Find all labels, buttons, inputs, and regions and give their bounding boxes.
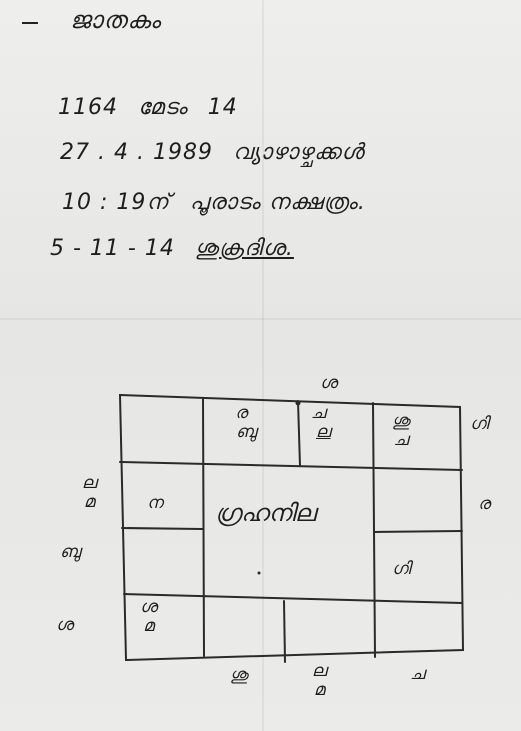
day: 14 (207, 95, 238, 120)
chart-dot-center (258, 572, 261, 575)
month: മേടം (138, 95, 188, 120)
chart-hline-1 (120, 462, 462, 470)
cell-row4-col1: ശ മ (140, 597, 158, 636)
weekday: വ്യാഴാഴ്ചക്കൾ (232, 140, 365, 165)
outside-right: ര (478, 494, 491, 514)
dasa-balance: 5 - 11 - 14 (50, 236, 175, 261)
chart-hline-2 (122, 528, 202, 529)
chart-vline-1 (203, 398, 204, 656)
chart-vline-2 (298, 401, 300, 466)
cell-row1-col4: ശു ച (392, 411, 410, 450)
outside-left-1: ല മ (82, 473, 97, 512)
chart-vline-3 (373, 403, 375, 657)
cell-row2-col1: ന (147, 493, 163, 513)
dasa-remark: ശുക്രദിശ. (194, 236, 294, 261)
outside-left-3: ശ (56, 615, 74, 635)
cell-row1-col3: ച ല (310, 403, 331, 442)
year: 1164 (58, 95, 118, 120)
chart-hline-3 (124, 594, 462, 603)
cell-row3-col4: ഗി (392, 559, 411, 579)
outside-top: ശ (320, 373, 338, 393)
chart-hline-2b (374, 531, 462, 532)
outside-bottom-2: ല മ (312, 661, 327, 700)
chart-center-label: ഗ്രഹനില (215, 499, 316, 527)
birth-time: 10 : 19ന് (62, 190, 170, 215)
chart-vline-2b (284, 601, 285, 662)
cell-row1-col2: ര ബു (235, 403, 257, 442)
page-title: ജാതകം (70, 6, 162, 34)
date: 27 . 4 . 1989 (60, 140, 213, 165)
chart-dot-top (296, 401, 301, 406)
outside-left-2: ബു (60, 542, 81, 562)
birth-star: പൂരാടം നക്ഷത്രം. (189, 190, 366, 215)
chart-outer-border (120, 395, 463, 660)
outside-top-right: ഗി (470, 414, 489, 434)
outside-bottom-1: ശു (230, 665, 248, 685)
outside-bottom-3: ച (410, 664, 425, 684)
